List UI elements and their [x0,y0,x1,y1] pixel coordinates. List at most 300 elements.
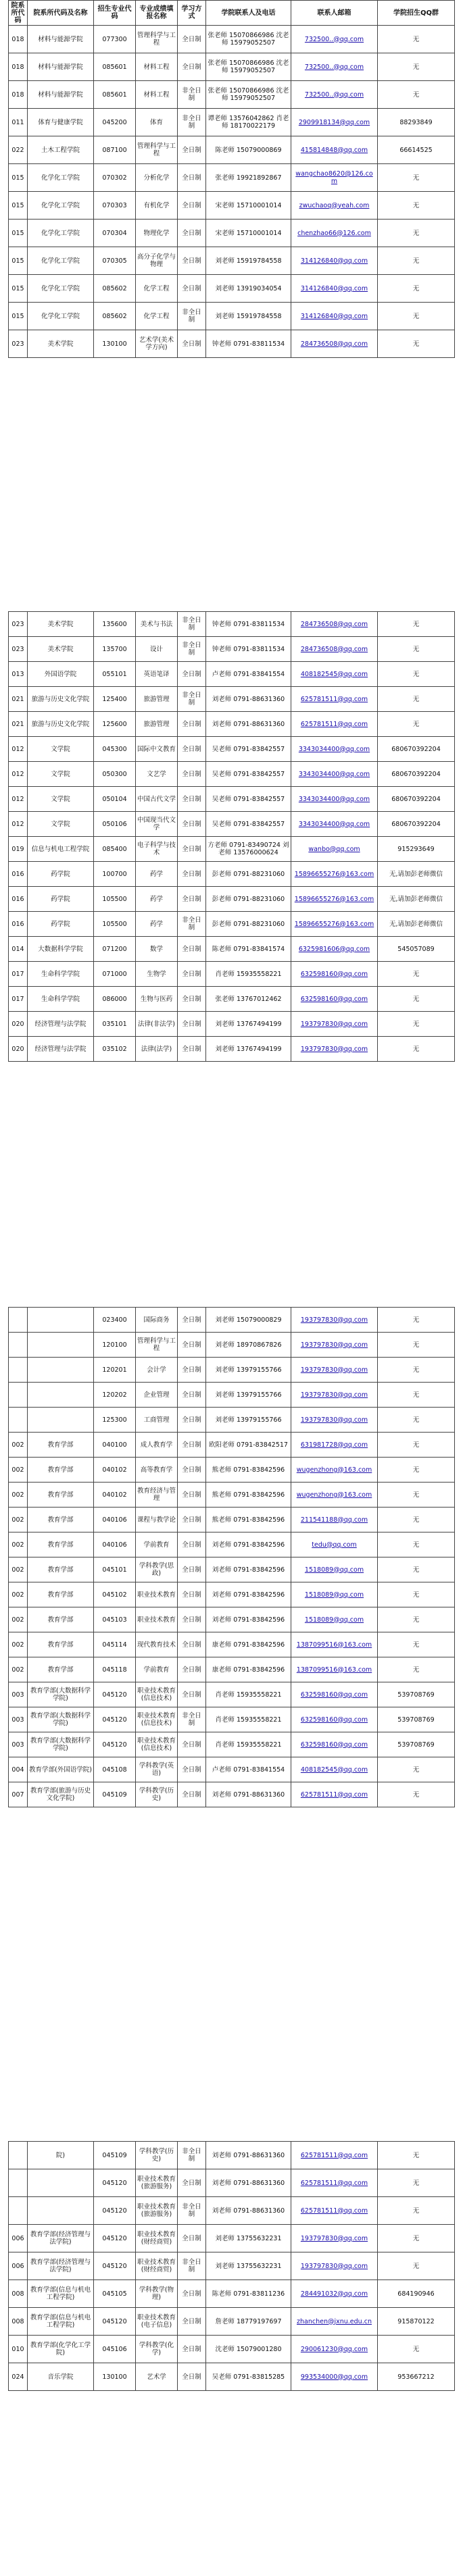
cell-college-code [9,1308,28,1333]
cell-major-code: 125300 [94,1408,136,1433]
cell-contact-email[interactable]: 625781511@qq.com [291,2197,378,2225]
cell-qq-group: 无 [378,1557,455,1582]
cell-contact-email[interactable]: 625781511@qq.com [291,2142,378,2169]
table-row [9,81,455,109]
cell-qq-group: 无 [378,637,455,662]
cell-college-code [9,1358,28,1383]
cell-major-code: 086000 [94,987,136,1012]
cell-college-name: 教育学部 [28,1433,94,1458]
cell-contact-email[interactable]: 15896655276@163.com [291,912,378,937]
cell-college-code: 018 [9,81,28,109]
cell-contact-phone: 刘老师 0791-83842596 [206,1607,291,1632]
cell-college-code: 024 [9,2363,28,2391]
cell-contact-phone: 刘老师 13919034054 [206,275,291,303]
cell-qq-group: 无 [378,247,455,275]
table-row [9,1308,455,1333]
cell-contact-phone: 詹老师 18779197697 [206,2308,291,2336]
cell-contact-email[interactable]: 284736508@qq.com [291,637,378,662]
cell-major-name: 有机化学 [136,192,178,220]
cell-college-name [28,2169,94,2197]
cell-major-name: 学科教学(物理) [136,2280,178,2308]
table-row [9,164,455,192]
cell-major-code: 071200 [94,937,136,962]
cell-college-name: 旅游与历史文化学院 [28,687,94,712]
cell-study-mode: 全日制 [178,1333,206,1358]
cell-major-code: 055101 [94,662,136,687]
cell-qq-group: 953667212 [378,2363,455,2391]
cell-contact-phone: 刘老师 0791-83842596 [206,1582,291,1607]
cell-college-name: 教育学部 [28,1607,94,1632]
cell-study-mode: 非全日制 [178,2197,206,2225]
cell-college-code: 002 [9,1582,28,1607]
cell-major-code: 045200 [94,109,136,136]
cell-study-mode: 全日制 [178,2280,206,2308]
cell-qq-group: 无 [378,53,455,81]
cell-major-name: 艺术学 [136,2363,178,2391]
cell-major-name: 现代教育技术 [136,1632,178,1657]
cell-qq-group: 无 [378,2169,455,2197]
table-row [9,1458,455,1483]
cell-contact-email[interactable]: 193797830@qq.com [291,1358,378,1383]
cell-contact-phone: 卢老师 0791-83841554 [206,1757,291,1782]
cell-contact-email[interactable]: 632598160@qq.com [291,1682,378,1707]
cell-contact-email[interactable]: 6325981606@qq.com [291,937,378,962]
cell-college-code: 002 [9,1607,28,1632]
header-study-mode: 学习方式 [178,1,206,26]
cell-contact-phone: 张老师 15070866986 沈老师 15979052507 [206,26,291,53]
cell-contact-phone: 肖老师 15935558221 [206,1682,291,1707]
cell-qq-group: 无 [378,1408,455,1433]
table-row [9,1757,455,1782]
cell-major-code: 040100 [94,1433,136,1458]
table-row [9,330,455,358]
cell-contact-email[interactable]: 1387099516@163.com [291,1657,378,1682]
cell-contact-email[interactable]: wugenzhong@163.com [291,1483,378,1508]
cell-study-mode: 非全日制 [178,612,206,637]
cell-study-mode: 全日制 [178,1632,206,1657]
cell-college-code: 016 [9,887,28,912]
cell-college-code: 015 [9,192,28,220]
table-row [9,2336,455,2363]
cell-study-mode: 全日制 [178,862,206,887]
cell-college-name [28,1408,94,1433]
cell-contact-email[interactable]: wanbo@qq.com [291,837,378,862]
cell-major-code: 045120 [94,1682,136,1707]
cell-contact-email[interactable]: 15896655276@163.com [291,887,378,912]
cell-major-code: 045120 [94,2308,136,2336]
cell-contact-email[interactable]: 625781511@qq.com [291,1782,378,1807]
cell-contact-email[interactable]: 993534000@qq.com [291,2363,378,2391]
cell-contact-email[interactable]: 408182545@qq.com [291,662,378,687]
cell-major-code: 085602 [94,275,136,303]
cell-college-name: 材料与能源学院 [28,26,94,53]
cell-qq-group: 无 [378,2197,455,2225]
header-contact-phone: 学院联系人及电话 [206,1,291,26]
cell-contact-phone: 刘老师 15919784558 [206,303,291,330]
cell-contact-email[interactable]: 632598160@qq.com [291,987,378,1012]
cell-college-code [9,1383,28,1408]
cell-college-code [9,2169,28,2197]
cell-major-name: 生物与医药 [136,987,178,1012]
cell-study-mode: 全日制 [178,1508,206,1532]
cell-contact-email[interactable]: 193797830@qq.com [291,1333,378,1358]
cell-major-code: 070303 [94,192,136,220]
cell-major-name: 职业技术教育(财经商贸) [136,2252,178,2280]
cell-study-mode: 全日制 [178,2308,206,2336]
cell-major-name: 学科教学(历史) [136,1782,178,1807]
cell-contact-phone: 陈老师 0791-83811236 [206,2280,291,2308]
cell-qq-group: 680670392204 [378,737,455,762]
cell-contact-phone: 刘老师 0791-88631360 [206,2197,291,2225]
cell-contact-email[interactable]: tedu@qq.com [291,1532,378,1557]
cell-contact-email[interactable]: 193797830@qq.com [291,2252,378,2280]
cell-major-code: 071000 [94,962,136,987]
cell-study-mode: 全日制 [178,2225,206,2252]
cell-qq-group: 无 [378,662,455,687]
contacts-table-2 [8,611,455,1062]
cell-qq-group: 无 [378,1012,455,1037]
table-row [9,192,455,220]
cell-contact-phone: 肖老师 15935558221 [206,1707,291,1732]
cell-major-code: 045120 [94,1707,136,1732]
cell-contact-email[interactable]: 290061230@qq.com [291,2336,378,2363]
cell-major-code: 045114 [94,1632,136,1657]
cell-qq-group: 88293849 [378,109,455,136]
cell-contact-email[interactable]: 314126840@qq.com [291,303,378,330]
cell-college-name: 教育学部(旅游与历史文化学院) [28,1782,94,1807]
cell-college-code: 018 [9,26,28,53]
cell-study-mode: 非全日制 [178,109,206,136]
cell-contact-email[interactable]: 625781511@qq.com [291,2169,378,2197]
cell-qq-group: 无 [378,1458,455,1483]
cell-major-code: 045120 [94,1732,136,1757]
cell-major-name: 学科教学(化学) [136,2336,178,2363]
cell-contact-phone: 欧阳老师 0791-83842517 [206,1433,291,1458]
cell-qq-group: 无 [378,1508,455,1532]
cell-contact-email[interactable]: 732500..@qq.com [291,81,378,109]
cell-qq-group: 无 [378,1308,455,1333]
cell-college-name: 经济管理与法学院 [28,1037,94,1062]
cell-study-mode: 全日制 [178,247,206,275]
cell-contact-email[interactable]: 193797830@qq.com [291,1308,378,1333]
cell-contact-email[interactable]: 211541188@qq.com [291,1508,378,1532]
cell-study-mode: 全日制 [178,2169,206,2197]
cell-contact-email[interactable]: wangchao8620@126.com [291,164,378,192]
cell-major-name: 职业技术教育(信息技术) [136,1682,178,1707]
cell-major-name: 电子科学与技术 [136,837,178,862]
cell-major-name: 分析化学 [136,164,178,192]
table-row [9,1358,455,1383]
cell-contact-phone: 陈老师 0791-83841574 [206,937,291,962]
cell-contact-phone: 彭老师 0791-88231060 [206,912,291,937]
cell-college-name: 教育学部(经济管理与法学院) [28,2225,94,2252]
cell-study-mode: 全日制 [178,962,206,987]
cell-qq-group: 无 [378,1582,455,1607]
cell-contact-phone: 刘老师 0791-88631360 [206,2169,291,2197]
cell-major-name: 管理科学与工程 [136,26,178,53]
cell-contact-email[interactable]: 1518089@qq.com [291,1582,378,1607]
cell-qq-group: 无,请加彭老师微信 [378,862,455,887]
cell-study-mode: 全日制 [178,275,206,303]
table-row [9,612,455,637]
contacts-table-1 [8,0,455,358]
cell-college-code: 015 [9,303,28,330]
cell-college-code: 002 [9,1557,28,1582]
cell-major-code: 085602 [94,303,136,330]
contacts-table-3 [8,1307,455,1807]
table-row [9,2197,455,2225]
cell-study-mode: 全日制 [178,1657,206,1682]
cell-major-name: 高分子化学与物理 [136,247,178,275]
cell-contact-email[interactable]: 314126840@qq.com [291,275,378,303]
cell-major-name: 教育经济与管理 [136,1483,178,1508]
cell-study-mode: 全日制 [178,762,206,787]
table-page-3 [0,1307,463,1807]
cell-college-code: 023 [9,612,28,637]
cell-contact-phone: 卢老师 0791-83841554 [206,662,291,687]
cell-contact-phone: 方老师 0791-83490724 刘老师 13576000624 [206,837,291,862]
cell-contact-phone: 刘老师 18970867826 [206,1333,291,1358]
cell-contact-email[interactable]: 732500..@qq.com [291,53,378,81]
cell-contact-phone: 宋老师 15710001014 [206,220,291,247]
cell-major-code: 135600 [94,612,136,637]
cell-college-name [28,1358,94,1383]
cell-contact-email[interactable]: 193797830@qq.com [291,1383,378,1408]
cell-college-name: 信息与机电工程学院 [28,837,94,862]
cell-study-mode: 全日制 [178,1408,206,1433]
cell-college-code: 002 [9,1483,28,1508]
cell-college-name: 教育学部(外国语学院) [28,1757,94,1782]
cell-major-name: 职业技术教育(财经商贸) [136,2225,178,2252]
cell-college-name: 文学院 [28,787,94,812]
cell-college-code: 020 [9,1037,28,1062]
cell-qq-group: 680670392204 [378,812,455,837]
cell-college-code: 006 [9,2225,28,2252]
cell-major-code: 085601 [94,81,136,109]
cell-college-name: 教育学部(大数据科学学院) [28,1707,94,1732]
cell-qq-group: 无 [378,1632,455,1657]
cell-college-name: 教育学部(大数据科学学院) [28,1682,94,1707]
cell-qq-group: 无 [378,1657,455,1682]
cell-qq-group: 无 [378,1757,455,1782]
cell-contact-email[interactable]: 625781511@qq.com [291,712,378,737]
cell-college-code: 022 [9,136,28,164]
cell-qq-group: 无 [378,1037,455,1062]
cell-college-name: 教育学部 [28,1532,94,1557]
table-row [9,737,455,762]
cell-contact-email[interactable]: 632598160@qq.com [291,1732,378,1757]
cell-contact-email[interactable]: 193797830@qq.com [291,1037,378,1062]
cell-qq-group: 无 [378,2336,455,2363]
cell-major-name: 课程与教学论 [136,1508,178,1532]
table-row [9,687,455,712]
cell-major-name: 材料工程 [136,53,178,81]
cell-study-mode: 全日制 [178,712,206,737]
table-row [9,937,455,962]
cell-contact-phone: 钟老师 0791-83811534 [206,330,291,358]
cell-major-name: 会计学 [136,1358,178,1383]
table-row [9,53,455,81]
cell-study-mode: 全日制 [178,737,206,762]
cell-college-name: 体育与健康学院 [28,109,94,136]
cell-college-name: 教育学部 [28,1632,94,1657]
cell-contact-phone: 彭老师 0791-88231060 [206,862,291,887]
cell-college-code [9,2197,28,2225]
cell-college-name [28,1333,94,1358]
cell-study-mode: 非全日制 [178,81,206,109]
cell-contact-phone: 彭老师 0791-88231060 [206,887,291,912]
cell-contact-phone: 吴老师 0791-83842557 [206,762,291,787]
cell-college-name: 教育学部 [28,1508,94,1532]
cell-contact-email[interactable]: 284491032@qq.com [291,2280,378,2308]
cell-college-name: 大数据科学学院 [28,937,94,962]
cell-qq-group: 无 [378,2225,455,2252]
cell-major-code: 100700 [94,862,136,887]
table-row [9,912,455,937]
cell-contact-phone: 吴老师 0791-83842557 [206,737,291,762]
cell-college-code: 015 [9,220,28,247]
cell-major-name: 职业技术教育(旅游服务) [136,2169,178,2197]
cell-contact-phone: 熊老师 0791-83842596 [206,1483,291,1508]
cell-college-name: 教育学部(大数据科学学院) [28,1732,94,1757]
cell-college-name: 教育学部 [28,1557,94,1582]
cell-college-name: 院) [28,2142,94,2169]
table-row [9,1383,455,1408]
cell-contact-email[interactable]: 3343034400@qq.com [291,762,378,787]
cell-major-name: 职业技术教育 [136,1582,178,1607]
cell-college-code: 012 [9,812,28,837]
cell-study-mode: 全日制 [178,1682,206,1707]
cell-contact-email[interactable]: 15896655276@163.com [291,862,378,887]
cell-contact-email[interactable]: wugenzhong@163.com [291,1458,378,1483]
cell-major-name: 材料工程 [136,81,178,109]
cell-contact-email[interactable]: 408182545@qq.com [291,1757,378,1782]
cell-college-code: 003 [9,1732,28,1757]
table-row [9,1483,455,1508]
cell-contact-email[interactable]: 1518089@qq.com [291,1607,378,1632]
cell-contact-email[interactable]: 193797830@qq.com [291,1408,378,1433]
cell-major-code: 040106 [94,1508,136,1532]
table-row [9,1508,455,1532]
cell-college-name: 外国语学院 [28,662,94,687]
cell-major-name: 企业管理 [136,1383,178,1408]
cell-qq-group: 无 [378,1607,455,1632]
cell-qq-group: 680670392204 [378,762,455,787]
table-row [9,987,455,1012]
cell-contact-email[interactable]: 3343034400@qq.com [291,787,378,812]
table-row [9,1582,455,1607]
cell-college-name: 文学院 [28,812,94,837]
cell-contact-email[interactable]: 631981728@qq.com [291,1433,378,1458]
cell-qq-group: 无 [378,962,455,987]
cell-major-name: 中国古代文学 [136,787,178,812]
cell-study-mode: 非全日制 [178,2252,206,2280]
cell-contact-email[interactable]: 284736508@qq.com [291,330,378,358]
cell-contact-email[interactable]: zwuchaoq@yeah.com [291,192,378,220]
cell-contact-phone: 沈老师 15079001280 [206,2336,291,2363]
cell-study-mode: 全日制 [178,987,206,1012]
cell-college-code: 004 [9,1757,28,1782]
cell-major-name: 药学 [136,912,178,937]
cell-contact-email[interactable]: 732500..@qq.com [291,26,378,53]
cell-major-name: 药学 [136,862,178,887]
cell-contact-email[interactable]: 314126840@qq.com [291,247,378,275]
table-row [9,1532,455,1557]
cell-contact-email[interactable]: 193797830@qq.com [291,2225,378,2252]
header-contact-email: 联系人邮箱 [291,1,378,26]
cell-qq-group: 无 [378,192,455,220]
cell-contact-phone: 刘老师 13979155766 [206,1408,291,1433]
cell-contact-phone: 吴老师 0791-83842557 [206,787,291,812]
cell-contact-email[interactable]: 1518089@qq.com [291,1557,378,1582]
cell-contact-email[interactable]: 3343034400@qq.com [291,812,378,837]
cell-contact-phone: 钟老师 0791-83811534 [206,637,291,662]
table-page-1 [0,0,463,358]
header-major-name: 专业成绩填报名称 [136,1,178,26]
cell-contact-phone: 康老师 0791-83842596 [206,1657,291,1682]
cell-college-name: 生命科学学院 [28,962,94,987]
table-row [9,812,455,837]
cell-contact-email[interactable]: 193797830@qq.com [291,1012,378,1037]
cell-major-code: 045105 [94,2280,136,2308]
cell-contact-email[interactable]: 632598160@qq.com [291,1707,378,1732]
cell-qq-group: 915870122 [378,2308,455,2336]
cell-contact-email[interactable]: 415814848@qq.com [291,136,378,164]
cell-college-code: 013 [9,662,28,687]
cell-college-code: 008 [9,2308,28,2336]
contacts-table-4 [8,2141,455,2391]
cell-major-code: 045102 [94,1582,136,1607]
cell-contact-email[interactable]: 2909918134@qq.com [291,109,378,136]
cell-study-mode: 非全日制 [178,303,206,330]
cell-major-name: 旅游管理 [136,687,178,712]
cell-major-code: 045120 [94,2169,136,2197]
cell-major-code: 045106 [94,2336,136,2363]
cell-college-code: 002 [9,1657,28,1682]
table-row [9,862,455,887]
cell-college-code: 016 [9,912,28,937]
cell-study-mode: 非全日制 [178,1707,206,1732]
cell-college-name: 化学化工学院 [28,247,94,275]
cell-contact-email[interactable]: 1387099516@163.com [291,1632,378,1657]
cell-study-mode: 全日制 [178,662,206,687]
cell-contact-email[interactable]: zhanchen@jxnu.edu.cn [291,2308,378,2336]
cell-major-code: 120202 [94,1383,136,1408]
cell-contact-email[interactable]: chenzhao66@126.com [291,220,378,247]
header-college-code: 院系所代码 [9,1,28,26]
cell-contact-phone: 谭老师 13576042862 肖老师 18170022179 [206,109,291,136]
cell-college-name: 化学化工学院 [28,275,94,303]
cell-college-name: 材料与能源学院 [28,81,94,109]
cell-college-name: 教育学部 [28,1657,94,1682]
cell-contact-email[interactable]: 625781511@qq.com [291,687,378,712]
cell-contact-email[interactable]: 284736508@qq.com [291,612,378,637]
cell-major-code: 087100 [94,136,136,164]
cell-major-code: 050106 [94,812,136,837]
cell-college-code: 012 [9,762,28,787]
cell-contact-email[interactable]: 3343034400@qq.com [291,737,378,762]
cell-qq-group: 539708769 [378,1707,455,1732]
cell-major-name: 美术与书法 [136,612,178,637]
cell-contact-phone: 刘老师 13755632231 [206,2252,291,2280]
cell-contact-phone: 刘老师 0791-88631360 [206,1782,291,1807]
cell-contact-email[interactable]: 632598160@qq.com [291,962,378,987]
cell-major-code: 035102 [94,1037,136,1062]
cell-college-code: 015 [9,275,28,303]
cell-study-mode: 全日制 [178,26,206,53]
cell-major-name: 法律(法学) [136,1037,178,1062]
cell-qq-group: 无 [378,712,455,737]
